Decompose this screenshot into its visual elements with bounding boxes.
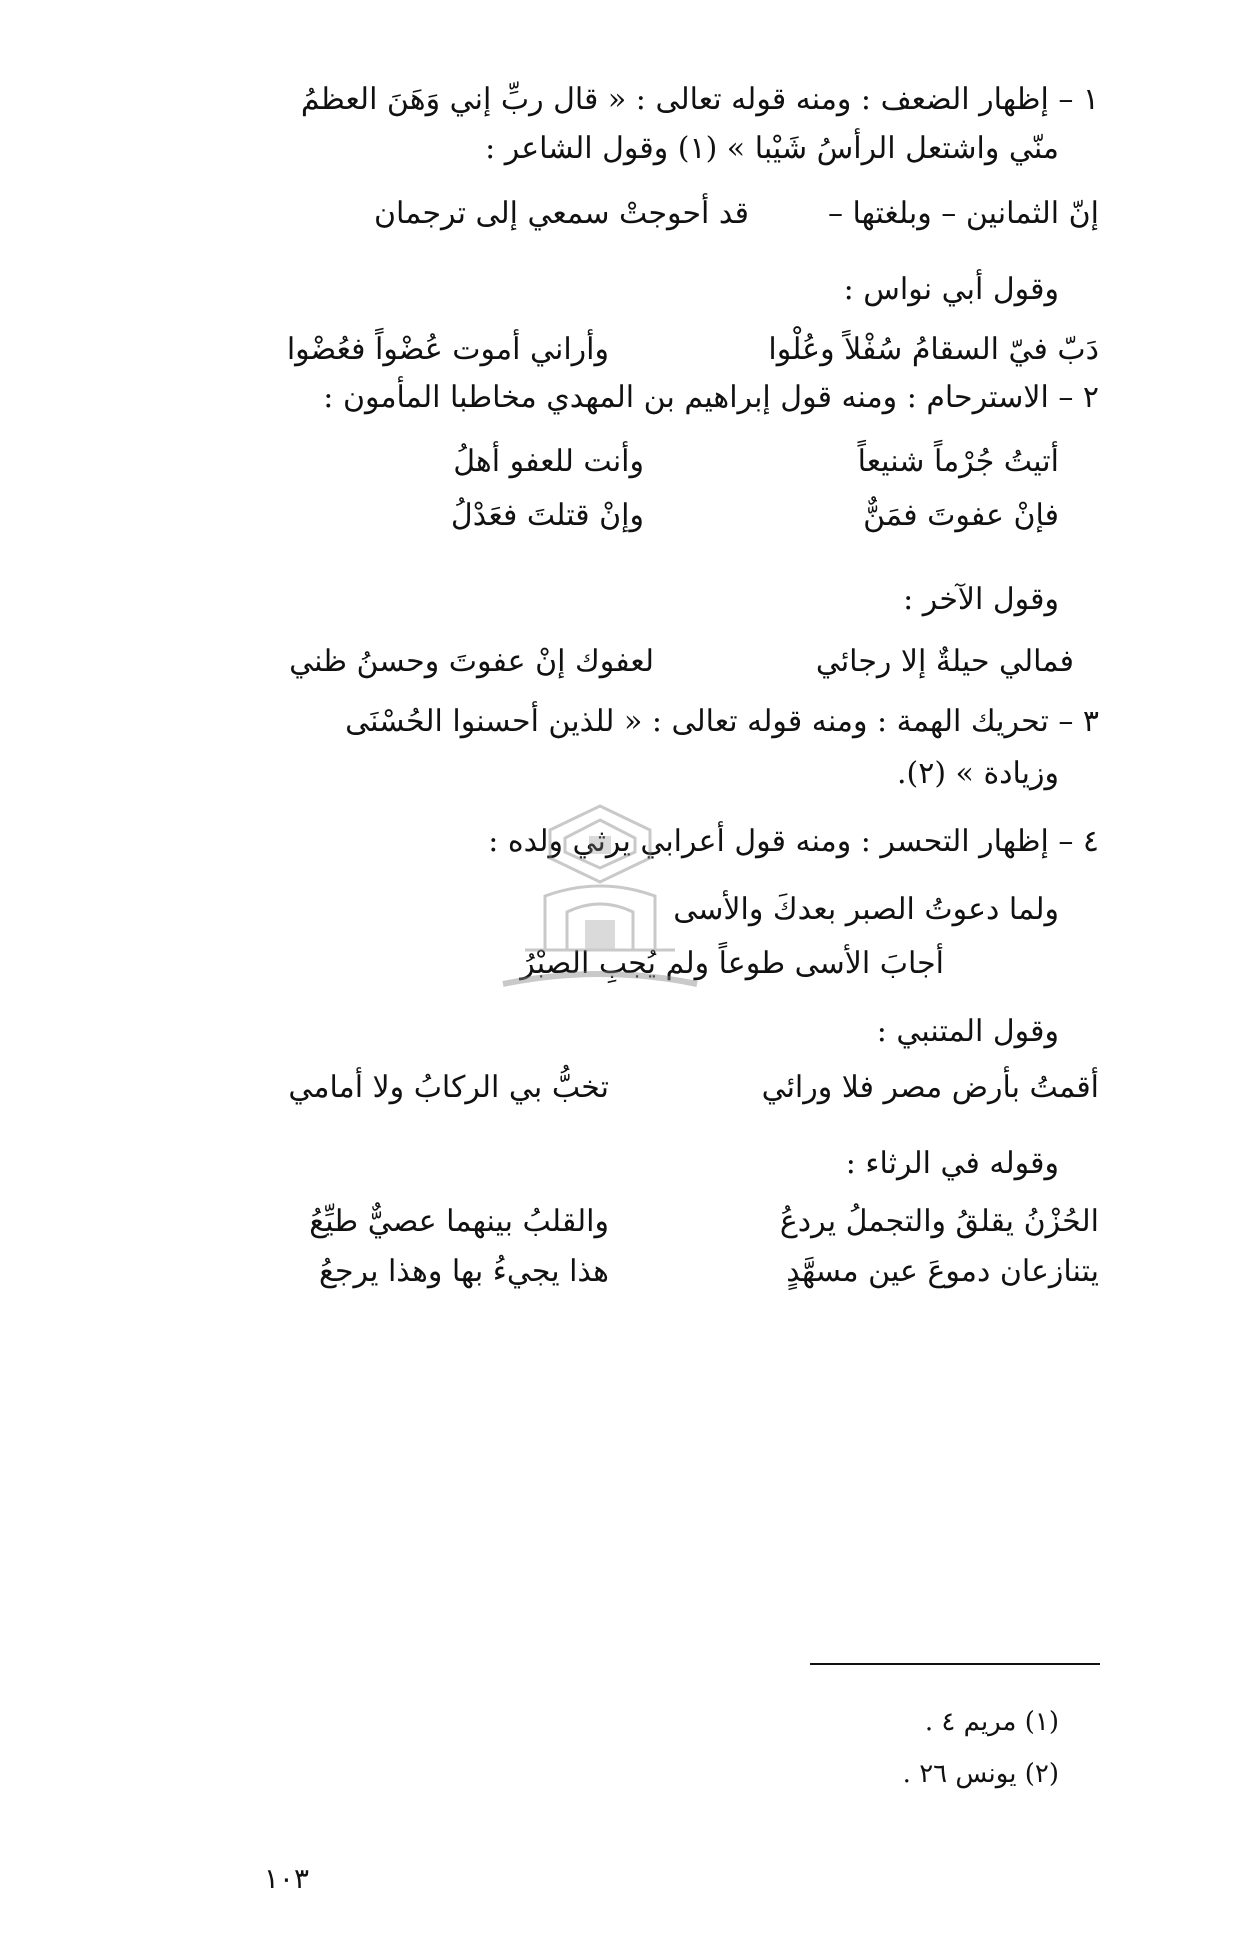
verse-hemistich: دَبّ فيّ السقامُ سُفْلاً وعُلْوا [768,332,1099,367]
footnote: (٢) يونس ٢٦ . [902,1759,1059,1789]
paragraph-line: ٣ – تحريك الهمة : ومنه قوله تعالى : « للذين أحسنوا الحُسْنَى [345,704,1099,739]
verse-hemistich: فمالي حيلةٌ إلا رجائي [815,644,1074,679]
verse-hemistich: الحُزْنُ يقلقُ والتجملُ يردعُ [779,1204,1099,1239]
footnote-separator [810,1663,1100,1665]
verse-hemistich: وأنت للعفو أهلُ [453,444,644,479]
verse-hemistich: لعفوك إنْ عفوتَ وحسنُ ظني [289,644,654,679]
paragraph-line: وزيادة » (٢). [896,756,1059,791]
verse-hemistich: قد أحوجتْ سمعي إلى ترجمان [373,196,749,231]
paragraph-line: منّي واشتعل الرأسُ شَيْبا » (١) وقول الشاعر : [485,131,1059,166]
paragraph-line: وقول أبي نواس : [843,272,1059,307]
paragraph-line: وقول المتنبي : [876,1014,1059,1049]
paragraph-line: وقول الآخر : [903,582,1059,617]
verse-hemistich: أقمتُ بأرض مصر فلا ورائي [761,1070,1099,1105]
verse-hemistich: فإنْ عفوتَ فمَنٌّ [863,498,1059,533]
verse-line: ولما دعوتُ الصبر بعدكَ والأسى [673,892,1059,927]
paragraph-line: ٤ – إظهار التحسر : ومنه قول أعرابي يرثي ولده : [488,824,1099,859]
paragraph-line: ٢ – الاسترحام : ومنه قول إبراهيم بن المهدي مخاطبا المأمون : [323,380,1099,415]
verse-hemistich: تخبُّ بي الركابُ ولا أمامي [288,1070,609,1105]
page-number: ١٠٣ [263,1862,309,1895]
footnote: (١) مريم ٤ . [924,1707,1059,1737]
verse-hemistich: وأراني أموت عُضْواً فعُضْوا [286,332,609,367]
paragraph-line: ١ – إظهار الضعف : ومنه قوله تعالى : « قال ربِّ إني وَهَنَ العظمُ [300,82,1099,117]
verse-hemistich: وإنْ قتلتَ فعَدْلُ [450,498,644,533]
verse-hemistich: أتيتُ جُرْماً شنيعاً [857,444,1059,479]
verse-hemistich: والقلبُ بينهما عصيٌّ طيِّعُ [309,1204,609,1239]
verse-line: أجابَ الأسى طوعاً ولم يُجبِ الصبْرُ [520,946,944,981]
verse-hemistich: يتنازعان دموعَ عين مسهَّدٍ [786,1254,1099,1289]
verse-hemistich: هذا يجيءُ بها وهذا يرجعُ [319,1254,609,1289]
verse-hemistich: إنّ الثمانين – وبلغتها – [827,196,1099,231]
paragraph-line: وقوله في الرثاء : [845,1146,1059,1181]
